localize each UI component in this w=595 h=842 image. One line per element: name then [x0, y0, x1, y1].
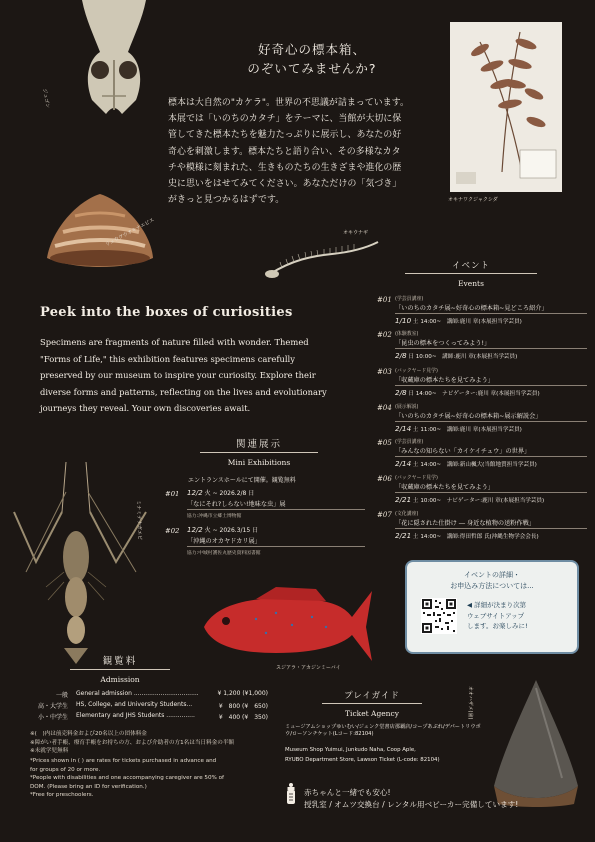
event-detail: 14:00~ ナビゲーター:鹿川 章(本展担当学芸員) [415, 391, 540, 397]
event-day: 土 [412, 319, 419, 325]
event-day: 日 [408, 391, 414, 397]
baby-facilities-text [304, 787, 518, 811]
english-text [40, 334, 388, 417]
plant-label: オキナワクジャクシダ [448, 197, 498, 203]
event-date-value: 1/10 [395, 316, 412, 325]
event-number: #05 [377, 439, 392, 447]
intro-line: チや模様に刻まれた、生きものたちの生きざまや進化の歴 [168, 162, 402, 173]
admission-price: ¥ 800 (¥ 650) [218, 703, 268, 710]
intro-line: 本展では「いのちのカタチ」をテーマに、当館が大切に保 [168, 114, 402, 125]
tooth-label: オオハザメ(歯) [467, 686, 473, 720]
event-day: 日 [408, 354, 414, 360]
note-line: for groups of 20 or more. [30, 766, 101, 773]
baby-bottle-icon [285, 783, 297, 805]
mini-credit: 協力:中城村護佐丸歴史資料図書館 [187, 551, 261, 556]
note-line: ※( )内は前売料金および20名以上の団体料金 [30, 731, 147, 737]
mini-note: エントランスホールにて開催。観覧無料 [188, 477, 296, 484]
event-title: 「昆虫の標本をつくってみよう!」 [395, 338, 587, 349]
mini-heading-jp: 関連展示 [235, 439, 282, 450]
english-line: "Forms of Life," this exhibition features specimens carefully [40, 353, 295, 364]
divider [405, 273, 537, 274]
admission-row [28, 701, 268, 710]
admission-price: ¥ 1,200 (¥1,000) [217, 690, 268, 697]
event-date [395, 351, 587, 360]
mini-end-day: 日 [252, 527, 259, 534]
fish-label: スジアラ・アカジンミーバイ [276, 665, 341, 671]
note-line: *Free for preschoolers. [30, 792, 94, 798]
intro-line: 奇心を刺激します。標本たちと語り合い、その多様なカタ [168, 146, 401, 157]
intro-line: 標本は大自然の"カケラ"。世界の不思議が詰まっています。 [168, 98, 410, 108]
mini-credit: 協力:沖縄市立郷土博物館 [187, 514, 242, 519]
baby-line: 赤ちゃんと一緒でも安心! [304, 788, 391, 797]
guide-heading-jp: プレイガイド [344, 691, 400, 701]
event-item [377, 438, 587, 468]
mini-start: 12/2 [187, 489, 203, 497]
english-title: Peek into the boxes of curiosities [40, 305, 293, 320]
guide-line: RYUBO Department Store, Lawson Ticket (L-code: 82104) [285, 757, 440, 763]
note-line: *Prices shown in ( ) are rates for tickets purchased in advance and [30, 758, 217, 764]
event-number: #04 [377, 404, 392, 412]
english-line: preserved by our museum to inspire your curiosity. Explore their [40, 370, 316, 381]
mini-number: #02 [165, 527, 180, 535]
info-line: ◀ 詳細が決まり次第 [467, 601, 527, 609]
intro-line: がきっと見つかるはずです。 [168, 195, 285, 206]
admission-heading-jp: 観覧料 [102, 656, 138, 667]
event-number: #07 [377, 511, 392, 519]
event-title: 「収蔵庫の標本たちを見てみよう」 [395, 375, 587, 386]
mini-exhibitions-heading [200, 436, 318, 467]
event-date-value: 2/8 [395, 388, 407, 397]
event-item [377, 403, 587, 433]
coral-grouper-image [196, 583, 374, 665]
event-title: 「みんなの知らない「カイケイチュウ」の世界」 [395, 446, 587, 457]
event-date [395, 424, 587, 433]
shrimp-label: ミナミテナガエビ [135, 500, 143, 541]
event-info-box [405, 560, 579, 654]
mini-exhibition-item [165, 525, 365, 556]
event-number: #01 [377, 296, 392, 304]
note-line: ※障がい者手帳、療育手帳をお持ちの方、および介助者の方1名は当日料金の半額 [30, 739, 235, 746]
mini-title: 「沖縄のオカヤドカリ展」 [187, 536, 365, 547]
note-line: DOM. (Please bring an ID for verification.) [30, 783, 147, 790]
eel-label: オキウナギ [343, 230, 369, 236]
divider [322, 703, 422, 704]
event-item [377, 510, 587, 540]
event-date [395, 316, 587, 325]
event-detail: 14:00~ 講師:鹿川 章(本展担当学芸員) [420, 319, 522, 325]
info-line: します。お楽しみに! [467, 622, 528, 630]
event-category: (体験教室) [395, 331, 419, 337]
event-date-value: 2/21 [395, 531, 412, 540]
events-heading-jp: イベント [451, 261, 490, 271]
divider [200, 452, 318, 453]
intro-text [168, 95, 440, 208]
mini-end-day: 日 [248, 490, 255, 497]
event-detail: 11:00~ 講師:鹿川 章(本展担当学芸員) [420, 427, 522, 433]
event-item [377, 295, 587, 325]
mini-number: #01 [165, 490, 180, 498]
mini-end: 2026.2/8 [219, 490, 247, 497]
info-body [467, 600, 528, 632]
admission-category: 一般 [55, 692, 68, 699]
event-date [395, 531, 587, 540]
event-number: #03 [377, 368, 392, 376]
admission-description: HS, College, and University Students... [76, 701, 193, 708]
info-heading [407, 570, 577, 592]
ticket-agency-heading [322, 689, 422, 718]
event-date [395, 495, 587, 504]
baby-line: 授乳室 / オムツ交換台 / レンタル用ベビーカー完備しています! [304, 800, 519, 809]
mini-heading-en: Mini Exhibitions [227, 458, 291, 467]
event-title: 「いのちのカタチ展~好奇心の標本箱~見どころ紹介」 [395, 303, 587, 314]
ticket-agency-en [285, 745, 485, 765]
admission-category: 小・中学生 [37, 714, 68, 721]
event-detail: 14:00~ 講師:新山楓大(当館地質担当学芸員) [420, 462, 537, 468]
event-category: (文化講座) [395, 511, 419, 517]
info-line: ウェブサイトアップ [467, 611, 525, 620]
event-category: (学芸員講座) [395, 296, 424, 302]
mini-date: 12/2 火 ~ 2026.2/8 日 [187, 489, 255, 497]
event-date [395, 459, 587, 468]
event-detail: 10:00~ 講師:鹿川 章(本展担当学芸員) [415, 354, 518, 360]
fern-illustration [450, 22, 562, 192]
event-item [377, 474, 587, 504]
english-line: journeys they reveal. Your own discoveries await. [40, 403, 251, 414]
mini-start-day: 火 [204, 527, 211, 534]
mini-start: 12/2 [187, 526, 203, 534]
admission-row [28, 690, 268, 699]
guide-line: Museum Shop Yuimui, Junkudo Naha, Coop Aple, [285, 747, 416, 753]
event-category: (学芸員講座) [395, 439, 424, 445]
admission-notes-jp [30, 730, 234, 756]
note-line: ※未就学児無料 [30, 748, 69, 754]
herbarium-sheet-image [450, 22, 562, 192]
dugong-skull-image [62, 0, 166, 116]
event-number: #06 [377, 475, 392, 483]
admission-description: Elementary and JHS Students ............... [76, 712, 195, 719]
event-date-value: 2/14 [395, 424, 412, 433]
intro-title-line: のぞいてみませんか? [247, 61, 377, 76]
note-line: *People with disabilities and one accompanying caregiver are 50% of [30, 775, 225, 781]
english-line: diverse forms and patterns, reflecting on the lives and evolutionary [40, 386, 327, 397]
admission-price: ¥ 400 (¥ 350) [218, 714, 268, 721]
events-heading-en: Events [458, 279, 484, 288]
event-date [395, 388, 587, 397]
admission-heading [70, 653, 170, 684]
intro-title-line: 好奇心の標本箱、 [257, 42, 366, 57]
info-heading-line: イベントの詳細・ [464, 571, 520, 579]
intro-title [232, 40, 392, 78]
admission-heading-en: Admission [100, 675, 140, 684]
intro-line: 管してきた標本たちを魅力たっぷりに展示し、あなたの好 [168, 130, 402, 141]
mini-start-day: 火 [204, 490, 211, 497]
eel-skeleton-image [262, 238, 380, 282]
shrimp-image [6, 452, 156, 667]
admission-category: 高・大学生 [37, 703, 68, 710]
ticket-agency-jp: ミュージアムショップゆいむい/ジュンク堂書店那覇店/コープあぷれ/デパートリウボウ/ローソンチケット(Lコード:82104) [285, 724, 481, 737]
event-detail: 10:00~ ナビゲーター:鹿川 章(本展担当学芸員) [420, 498, 545, 504]
event-category: (バックヤード見学) [395, 475, 438, 481]
event-date-value: 2/8 [395, 351, 407, 360]
event-detail: 14:00~ 講師:得田哲郎 氏(沖縄生物学会会長) [420, 534, 539, 540]
qr-code[interactable] [421, 598, 457, 634]
guide-heading-en: Ticket Agency [345, 709, 399, 718]
mini-end: 2026.3/15 [219, 527, 251, 534]
info-heading-line: お申込み方法については... [450, 582, 534, 590]
skull-label: ジュゴン [41, 88, 51, 109]
intro-line: 史に思いをはせてみてください。あなただけの「気づき」 [168, 179, 402, 190]
english-line: Specimens are fragments of nature filled with wonder. Themed [40, 337, 309, 347]
event-category: (展示解説) [395, 404, 419, 410]
event-date-value: 2/21 [395, 495, 412, 504]
admission-description: General admission .................................. [76, 690, 199, 697]
event-category: (バックヤード見学) [395, 368, 438, 374]
event-day: 土 [412, 462, 419, 468]
event-day: 土 [412, 427, 419, 433]
event-item [377, 367, 587, 397]
event-day: 土 [412, 498, 419, 504]
event-item [377, 330, 587, 360]
shell-label: リュウグウオキナエビス [104, 217, 156, 249]
slit-shell-image [45, 192, 155, 272]
admission-row [28, 712, 268, 721]
event-number: #02 [377, 331, 392, 339]
divider [70, 669, 170, 670]
event-day: 土 [412, 534, 419, 540]
event-title: 「いのちのカタチ展~好奇心の標本箱~展示解説会」 [395, 411, 587, 422]
event-title: 「花に隠された仕掛け ― 身近な植物の送粉作戦」 [395, 518, 587, 529]
event-title: 「収蔵庫の標本たちを見てみよう」 [395, 482, 587, 493]
admission-notes-en [30, 757, 224, 800]
mini-date: 12/2 火 ~ 2026.3/15 日 [187, 526, 259, 534]
event-date-value: 2/14 [395, 459, 412, 468]
events-heading [405, 259, 537, 288]
mini-title: 「なにそれ?しらない!地味な虫」展 [187, 499, 365, 510]
mini-exhibition-item [165, 488, 365, 519]
